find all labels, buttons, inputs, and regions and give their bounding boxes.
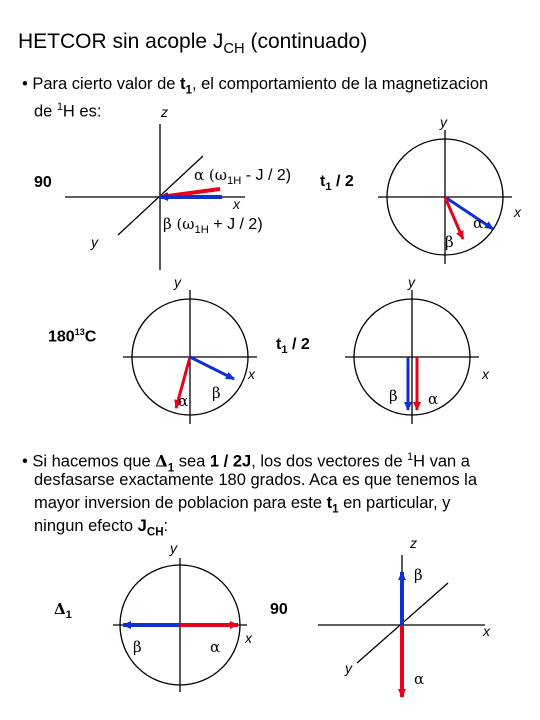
d1-y-label: y	[91, 234, 98, 250]
diagram-4-circle	[345, 290, 479, 424]
diagram-3-beta-vector	[190, 357, 234, 379]
d4-alpha-label: α	[428, 390, 439, 408]
d5-beta-label: β	[133, 638, 142, 656]
bullet-1-line-2: de $^1$H es:	[34, 101, 102, 121]
bullet-2-line-1: • Si hacemos que $\Delta_1$ sea 1 / 2J, los dos vectores de $^1$H van a	[22, 451, 470, 474]
d6-alpha-label: α	[414, 670, 425, 688]
d6-beta-label: β	[414, 566, 423, 584]
d3-alpha-label: α	[178, 392, 189, 410]
d1-90-label: 90	[34, 174, 52, 191]
d6-y-label: y	[345, 660, 352, 676]
d6-x-label: x	[483, 623, 490, 639]
d2-alpha-label: α	[473, 214, 484, 232]
bullet-2-line-2: desfasarse exactamente 180 grados. Aca es que tenemos la	[34, 471, 478, 489]
d3-beta-label: β	[212, 384, 221, 402]
t1-half-label-1: $t_1 / 2$	[320, 173, 354, 194]
bullet-1-line-1: • Para cierto valor de $t_1$, el comportamiento de la magnetizacion	[22, 75, 489, 97]
d2-beta-label: β	[445, 233, 454, 251]
d3-y-label: y	[174, 274, 181, 290]
c13-180-label: $180^{13}C$	[48, 327, 97, 346]
d5-y-label: y	[170, 540, 177, 556]
d4-x-label: x	[482, 366, 489, 382]
d2-y-label: y	[440, 114, 447, 130]
d4-y-label: y	[408, 274, 415, 290]
d5-x-label: x	[245, 630, 252, 646]
t1-half-label-2: $t_1 / 2$	[276, 336, 310, 357]
d1-z-label: z	[161, 104, 168, 120]
d3-x-label: x	[248, 366, 255, 382]
d5-alpha-label: α	[210, 638, 221, 656]
d4-beta-label: β	[389, 387, 398, 405]
bullet-2-line-3: mayor inversion de poblacion para este $t_1$ en particular, y	[34, 494, 451, 516]
page-title: HETCOR sin acople $J_{CH}$ (continuado)	[18, 30, 368, 58]
d6-90-label: 90	[270, 601, 288, 618]
d1-alpha-freq-label: α ($\omega_{1H}$ - J / 2)	[194, 166, 292, 188]
d1-beta-freq-label: β $(\omega_{1H} + J / 2)$	[163, 215, 263, 237]
d2-x-label: x	[514, 204, 521, 220]
d1-x-label: x	[233, 196, 240, 212]
bullet-2-line-4: ningun efecto $J_{CH}$:	[34, 517, 169, 539]
delta-1-label: $\Delta_1$	[54, 600, 72, 622]
d6-z-label: z	[410, 535, 417, 551]
